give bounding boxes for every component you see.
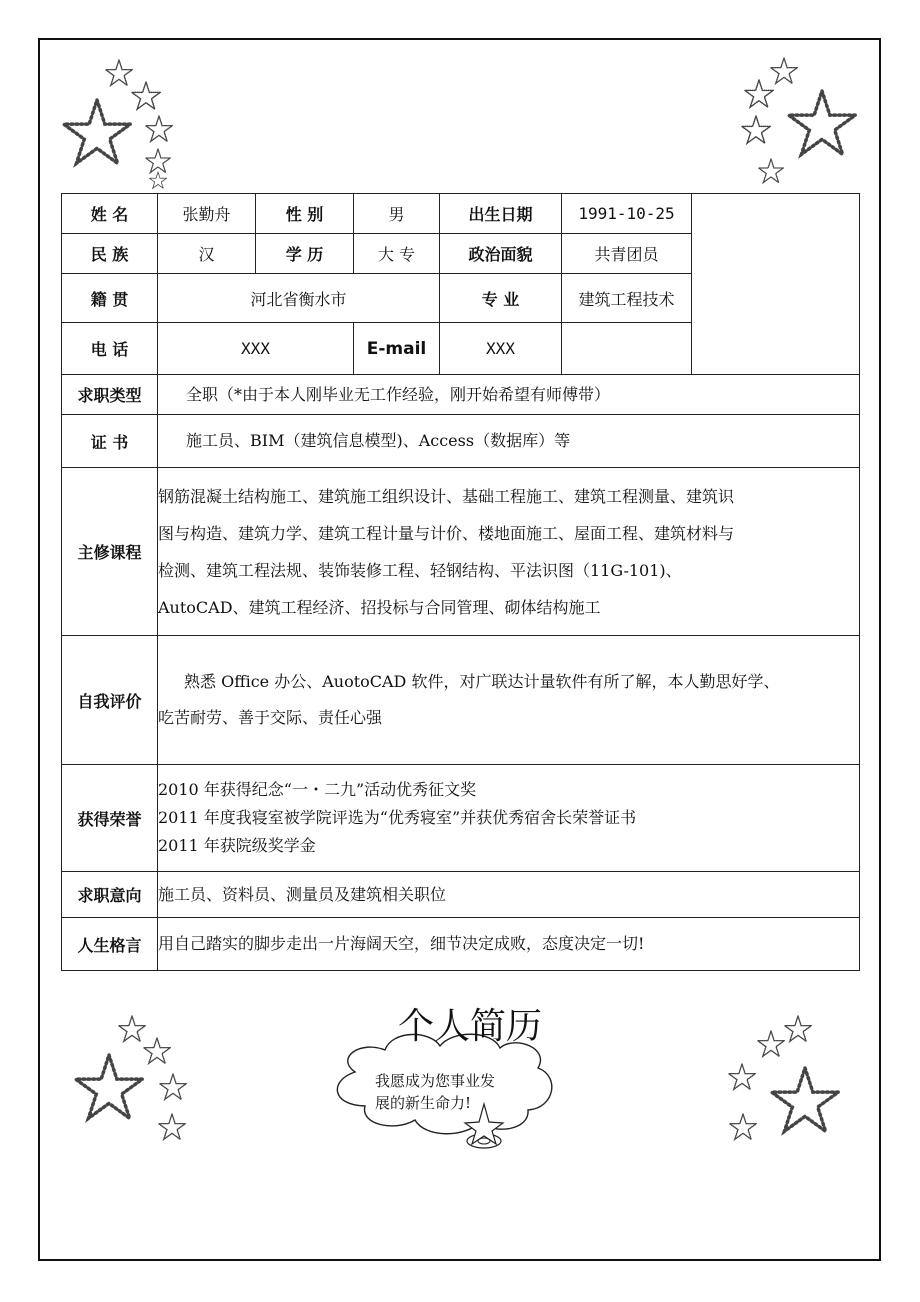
- ethnicity-value: 汉: [158, 234, 256, 274]
- honors-value: [158, 765, 860, 872]
- self-eval-line: 吃苦耐劳、善于交际、责任心强: [158, 708, 383, 727]
- job-type-value: 全职（*由于本人刚毕业无工作经验，刚开始希望有师傅带）: [158, 375, 860, 415]
- job-intent-label: 求职意向: [62, 872, 158, 918]
- motto-label: 人生格言: [62, 918, 158, 971]
- email-label: E-mail: [354, 323, 440, 375]
- job-intent-value: 施工员、资料员、测量员及建筑相关职位: [158, 872, 860, 918]
- table-row: [62, 636, 860, 765]
- resume-table: [61, 193, 860, 971]
- star-icon: [64, 60, 173, 188]
- education-value: 大 专: [354, 234, 440, 274]
- star-icon: [742, 58, 856, 183]
- hometown-label: 籍 贯: [62, 274, 158, 323]
- education-label: 学 历: [256, 234, 354, 274]
- motto-value: 用自己踏实的脚步走出一片海阔天空，细节决定成败，态度决定一切!: [158, 918, 860, 971]
- political-label: 政治面貌: [440, 234, 562, 274]
- major-value: 建筑工程技术: [562, 274, 692, 323]
- email-value: XXX: [440, 323, 562, 375]
- ethnicity-label: 民 族: [62, 234, 158, 274]
- courses-line: 检测、建筑工程法规、装饰装修工程、轻钢结构、平法识图（11G-101)、: [158, 560, 682, 580]
- phone-value: XXX: [158, 323, 354, 375]
- star-icon: [729, 1016, 839, 1139]
- self-eval-value: [158, 636, 860, 765]
- self-eval-line: 熟悉 Office 办公、AuotoCAD 软件，对广联达计量软件有所了解，本人勤思好学、: [184, 672, 780, 691]
- table-row: [62, 765, 860, 872]
- courses-value: [158, 468, 860, 636]
- courses-line: AutoCAD、建筑工程经济、招投标与合同管理、砌体结构施工: [158, 597, 601, 617]
- honors-line: 2011 年度我寝室被学院评选为“优秀寝室”并获优秀宿舍长荣誉证书: [158, 808, 637, 827]
- job-type-label: 求职类型: [62, 375, 158, 415]
- name-value: 张勤舟: [158, 194, 256, 234]
- table-row: [62, 415, 860, 468]
- certificates-value: 施工员、BIM（建筑信息模型)、Access（数据库）等: [158, 415, 860, 468]
- certificates-label: 证 书: [62, 415, 158, 468]
- gender-label: 性 别: [256, 194, 354, 234]
- hometown-value: 河北省衡水市: [158, 274, 440, 323]
- phone-label: 电 话: [62, 323, 158, 375]
- honors-line: 2010 年获得纪念“一・二九”活动优秀征文奖: [158, 780, 477, 799]
- political-value: 共青团员: [562, 234, 692, 274]
- self-eval-label: 自我评价: [62, 636, 158, 765]
- name-label: 姓 名: [62, 194, 158, 234]
- table-row: [62, 375, 860, 415]
- honors-label: 获得荣誉: [62, 765, 158, 872]
- honors-line: 2011 年获院级奖学金: [158, 836, 316, 855]
- birth-label: 出生日期: [440, 194, 562, 234]
- cloud-slogan-line: 展的新生命力!: [375, 1094, 472, 1112]
- empty-cell: [562, 323, 692, 375]
- cloud-slogan-line: 我愿成为您事业发: [375, 1072, 496, 1090]
- courses-line: 钢筋混凝土结构施工、建筑施工组织设计、基础工程施工、建筑工程测量、建筑识: [158, 486, 735, 506]
- courses-line: 图与构造、建筑力学、建筑工程计量与计价、楼地面施工、屋面工程、建筑材料与: [158, 523, 735, 543]
- photo-box: [692, 194, 860, 375]
- table-row: [62, 194, 860, 234]
- document-title: 个人简历: [398, 1006, 543, 1047]
- birth-value: 1991-10-25: [562, 194, 692, 234]
- table-row: [62, 872, 860, 918]
- gender-value: 男: [354, 194, 440, 234]
- table-row: [62, 918, 860, 971]
- cloud-slogan: [375, 1070, 525, 1114]
- courses-label: 主修课程: [62, 468, 158, 636]
- star-icon: [76, 1016, 187, 1139]
- major-label: 专 业: [440, 274, 562, 323]
- table-row: [62, 468, 860, 636]
